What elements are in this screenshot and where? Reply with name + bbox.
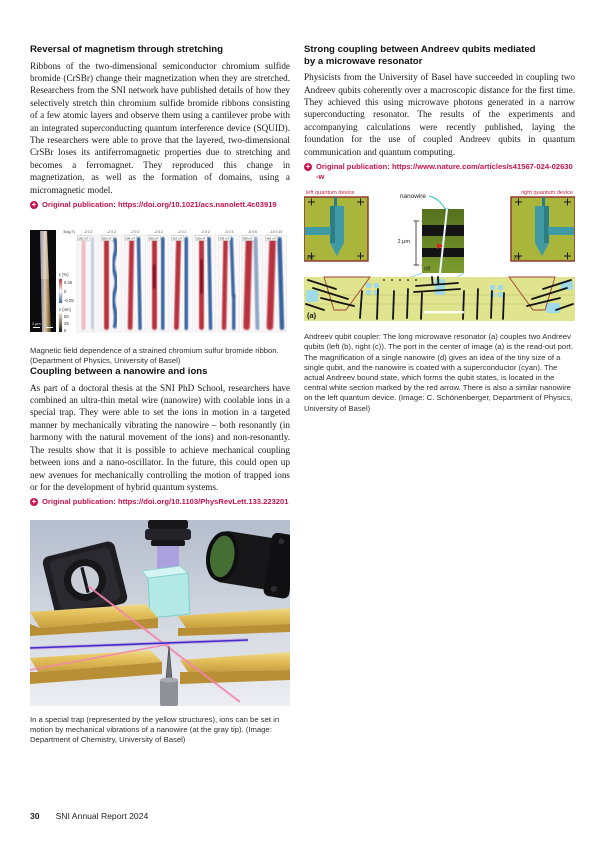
article-title-magnetism: Reversal of magnetism through stretching xyxy=(30,44,223,55)
svg-text:-6 0 6: -6 0 6 xyxy=(248,229,257,234)
plus-circle-icon: + xyxy=(31,200,37,210)
ion-trap-render-figure xyxy=(30,520,290,711)
article-title-andreev: Strong coupling between Andreev qubits mediated by a microwave resonator xyxy=(304,44,536,67)
publication-link-text[interactable]: Original publication: https://www.nature.com/articles/s41567-024-02630-w xyxy=(316,162,573,181)
left-device-label: left quantum device xyxy=(306,190,355,197)
svg-text:0: 0 xyxy=(64,327,67,333)
field-panel-4 xyxy=(171,230,193,332)
field-panel-3 xyxy=(148,230,170,332)
field-panel-2 xyxy=(124,230,146,332)
svg-text:-10 0 10: -10 0 10 xyxy=(269,229,283,234)
svg-text:310 mT: 310 mT xyxy=(172,236,183,241)
svg-text:200 mT: 200 mT xyxy=(78,236,89,241)
svg-text:25: 25 xyxy=(64,320,69,326)
ion-trap-render-svg xyxy=(30,520,290,706)
svg-text:333 mT: 333 mT xyxy=(219,236,230,241)
figure-colorbar-legend xyxy=(59,272,74,333)
qubit-coupler-svg xyxy=(304,187,575,321)
article-title-nanowire-ions: Coupling between a nanowire and ions xyxy=(30,366,208,378)
scale-bar-2um xyxy=(397,221,422,265)
magnetism-figure-caption: Magnetic field dependence of a strained chromium sulfur bromide ribbon. (Department of Physics, University of Basel) xyxy=(30,345,279,365)
cyan-prism xyxy=(148,573,190,618)
svg-text:-3 0 3: -3 0 3 xyxy=(224,229,234,234)
magnetism-figure-svg xyxy=(30,224,290,337)
svg-text:296 mT: 296 mT xyxy=(125,236,136,241)
svg-text:-2 0 2: -2 0 2 xyxy=(201,229,210,234)
plus-circle-icon: + xyxy=(31,497,37,507)
right-qubit-inset xyxy=(511,197,575,261)
publication-link-andreev[interactable] xyxy=(304,162,575,181)
svg-text:1 μm: 1 μm xyxy=(32,321,41,326)
publication-link-text[interactable]: Original publication: https://doi.org/10.1103/PhysRevLett.133.223201 xyxy=(42,497,289,507)
svg-text:(b): (b) xyxy=(306,255,314,262)
field-panel-8 xyxy=(265,230,287,332)
svg-text:-2 0 2: -2 0 2 xyxy=(154,229,163,234)
chip-scale-bar xyxy=(424,311,464,313)
ribbon-afm-panel xyxy=(30,230,56,332)
publication-link-text[interactable]: Original publication: https://doi.org/10.1021/acs.nanolett.4c03919 xyxy=(42,200,277,210)
page-footer xyxy=(30,811,148,821)
svg-text:z (nm): z (nm) xyxy=(59,306,71,312)
svg-text:0.25: 0.25 xyxy=(64,279,73,285)
svg-text:ε (%): ε (%) xyxy=(59,271,69,277)
plus-circle-icon: + xyxy=(305,162,311,172)
right-device-label: right quantum device xyxy=(521,190,573,197)
svg-text:(d): (d) xyxy=(424,266,431,273)
resonator-chip xyxy=(304,277,575,321)
field-panel-7 xyxy=(242,230,264,332)
field-panel-5 xyxy=(195,230,217,332)
qubit-coupler-figure xyxy=(304,187,575,326)
article-body-magnetism: Ribbons of the two-dimensional semiconductor chromium sulfide bromide (CrSBr) change their magnetization when they are stretched. Researchers from the SNI network have published details of how they selectively stretch thin chromium sulfide bromide ribbons consisting of a few atomic layers and observe them using a cantilever probe with an integrated superconducting quantum interference device (SQUID). The researchers were able to prove that the layered, two-dimensional CrSBr loses its antiferromagnetic properties due to stretching and becomes a ferromagnet. They reproduced this change in magnetization, as well as the formation of domains, using a micromagnetic model. xyxy=(30,60,290,195)
publication-link-nanowire-ions[interactable] xyxy=(30,497,290,507)
svg-text:400 mT: 400 mT xyxy=(266,236,277,241)
svg-text:2 μm: 2 μm xyxy=(397,239,410,246)
report-title: SNI Annual Report 2024 xyxy=(55,811,149,821)
magnetism-figure xyxy=(30,224,290,342)
field-panel-0 xyxy=(77,230,99,332)
svg-text:(c): (c) xyxy=(513,255,520,262)
svg-text:-2 0 2: -2 0 2 xyxy=(177,229,187,234)
nanowire-inset xyxy=(422,209,464,273)
svg-text:319 mT: 319 mT xyxy=(195,236,206,241)
field-panel-1 xyxy=(101,230,123,332)
article-body-nanowire-ions: As part of a doctoral thesis at the SNI PhD School, researchers have combined an ultra-thin metal wire (nanowire) with coolable ions in a special trap. They were able to set the ions in motion in a targeted manner by mechanically vibrating the nanowire – both resonantly (in harmony with the natural movement of the ions) and non-resonantly. The results show that it is possible to achieve mechanical coupling between ions and a nano-oscillator. In the future, this could open up new avenues for mechanically controlling the motion of trapped ions or for the development of hybrid quantum systems. xyxy=(30,382,290,492)
svg-text:265 mT: 265 mT xyxy=(101,236,112,241)
ion-trap-figure-caption: In a special trap (represented by the yellow structures), ions can be set in motion by mechanical vibrations of a nanowire (at the gray tip). (Image: Department of Chemistry, University of Basel) xyxy=(30,714,280,745)
publication-link-magnetism[interactable] xyxy=(30,200,290,210)
svg-text:390 mT: 390 mT xyxy=(242,236,253,241)
svg-text:-2 0 2: -2 0 2 xyxy=(107,229,116,234)
article-body-andreev: Physicists from the University of Basel have succeeded in coupling two Andreev qubits coherently over a macroscopic distance for the first time. They achieved this using microwave photons generated in a narrow superconducting resonator. The results of the experiments and accompanying calculations were recently published, laying the foundation for the use of coupled Andreev qubits in quantum communication and quantum computing. xyxy=(304,72,575,157)
nanowire-label: nanowire xyxy=(400,193,426,201)
right-column xyxy=(304,44,575,746)
svg-text:-2 0 2: -2 0 2 xyxy=(83,229,93,234)
qubit-figure-caption: Andreev qubit coupler: The long microwave resonator (a) couples two Andreev qubits (left (b), right (c)). The port in the center of image (a) is the read-out port. The magnification of a single nanowire (d) gives an idea of the tiny size of a single qubit, and the nanowire is coated with a superconductor (cyan). The actual Andreev bound state, which forms the qubit states, is located in the central white section marked by the red arrow. There is also a similar nanowire on the left quantum device. (Image: C. Schönenberger, Department of Physics, University of Basel) xyxy=(304,332,574,413)
field-panel-6 xyxy=(218,230,240,332)
svg-text:0: 0 xyxy=(64,288,67,294)
page-number: 30 xyxy=(30,811,40,821)
left-column xyxy=(30,44,290,746)
svg-text:305 mT: 305 mT xyxy=(148,236,159,241)
left-qubit-inset xyxy=(304,197,368,261)
svg-text:-0.25: -0.25 xyxy=(64,297,74,303)
svg-text:(a): (a) xyxy=(307,311,317,321)
svg-text:50: 50 xyxy=(64,313,69,319)
svg-text:-2 0 2: -2 0 2 xyxy=(130,229,140,234)
field-axis-label: Bz(μT) xyxy=(63,229,75,234)
